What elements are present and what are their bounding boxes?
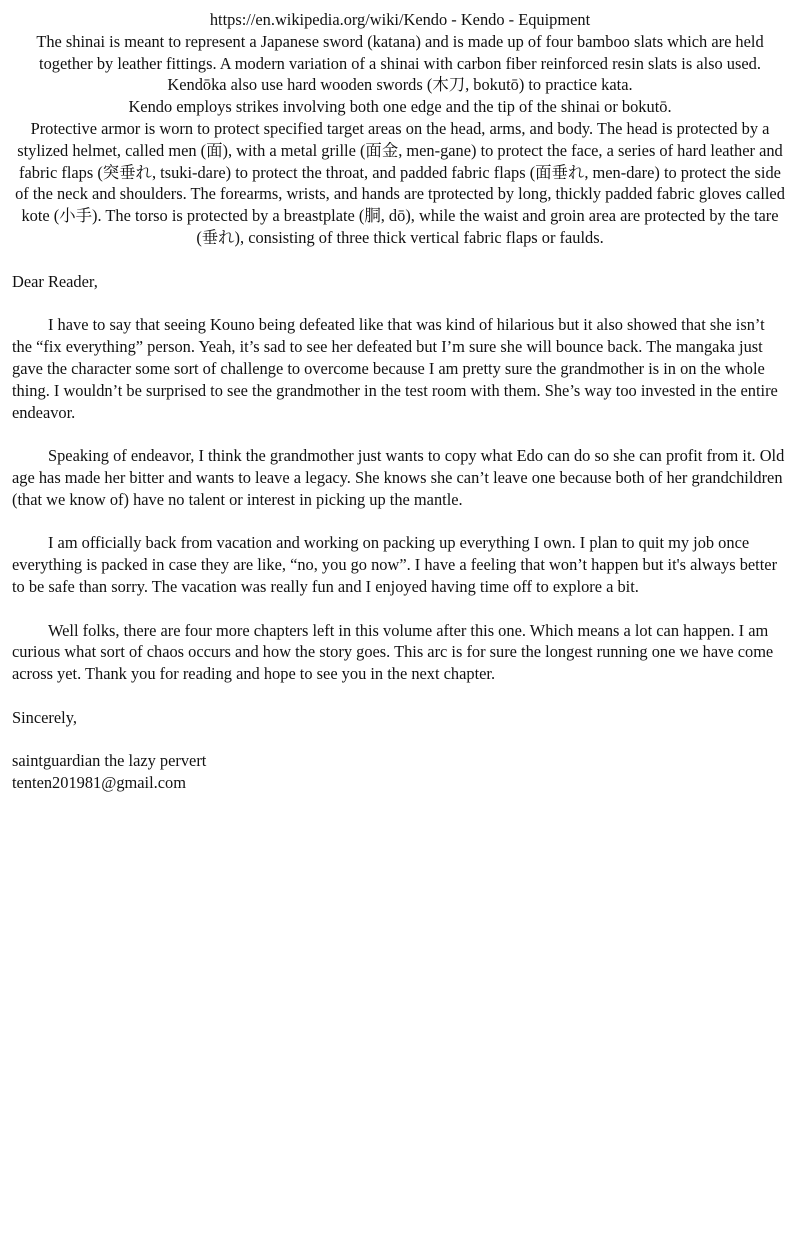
source-line: https://en.wikipedia.org/wiki/Kendo - Kendo - Equipment — [209, 10, 591, 29]
email-address: tenten201981@gmail.com — [12, 773, 186, 793]
letter-paragraph: Speaking of endeavor, I think the grandmother just wants to copy what Edo can do so she can profit from it. Old age has made her bitter and wants to leave a legacy. She knows she can’t leave one because both of her grandchildren (that we know of) have no talent or interest in picking up the mantle. — [12, 446, 785, 509]
reference-paragraph: The shinai is meant to represent a Japanese sword (katana) and is made up of four bamboo slats which are held together by leather fittings. A modern variation of a shinai with carbon fiber reinforced resin slats is also used. — [36, 31, 764, 73]
reference-paragraph: Protective armor is worn to protect specified target areas on the head, arms, and body. The head is protected by a stylized helmet, called men (面), with a metal grille (面金, men-gane) to protect the face, a series of hard leather and fabric flaps (突垂れ, tsuki-dare) to protect the throat, and padded fabric flaps (面垂れ, men-dare) to protect the side of the neck and shoulders. The forearms, wrists, and hands are tprotected by long, thickly padded fabric gloves called kote (小手). The torso is protected by a breastplate (胴, dō), while the waist and groin area are protected by the tare (垂れ), consisting of three thick vertical fabric flaps or faulds. — [15, 118, 785, 247]
reference-block — [12, 9, 788, 249]
salutation: Dear Reader, — [12, 271, 98, 291]
letter-body — [12, 271, 788, 794]
letter-paragraph: I have to say that seeing Kouno being defeated like that was kind of hilarious but it also showed that she isn’t the “fix everything” person. Yeah, it’s sad to see her defeated but I’m sure she will bounce back. The mangaka just gave the character some sort of challenge to overcome because I am pretty sure the grandmother is in on the whole thing. I wouldn’t be surprised to see the grandmother in the test room with them. She’s way too invested in the entire endeavor. — [12, 315, 778, 422]
closing: Sincerely, — [12, 707, 77, 727]
letter-paragraph: I am officially back from vacation and working on packing up everything I own. I plan to quit my job once everything is packed in case they are like, “no, you go now”. I have a feeling that won’t happen but it's always better to be safe than sorry. The vacation was really fun and I enjoyed having time off to explore a bit. — [12, 533, 778, 596]
letter-paragraph: Well folks, there are four more chapters left in this volume after this one. Which means a lot can happen. I am curious what sort of chaos occurs and how the story goes. This arc is for sure the longest running one we have come across yet. Thank you for reading and hope to see you in the next chapter. — [12, 620, 774, 684]
reference-paragraph: Kendo employs strikes involving both one edge and the tip of the shinai or bokutō. — [128, 97, 672, 117]
signature: saintguardian the lazy pervert — [12, 751, 207, 771]
reference-paragraph: Kendōka also use hard wooden swords (木刀, bokutō) to practice kata. — [167, 75, 633, 95]
